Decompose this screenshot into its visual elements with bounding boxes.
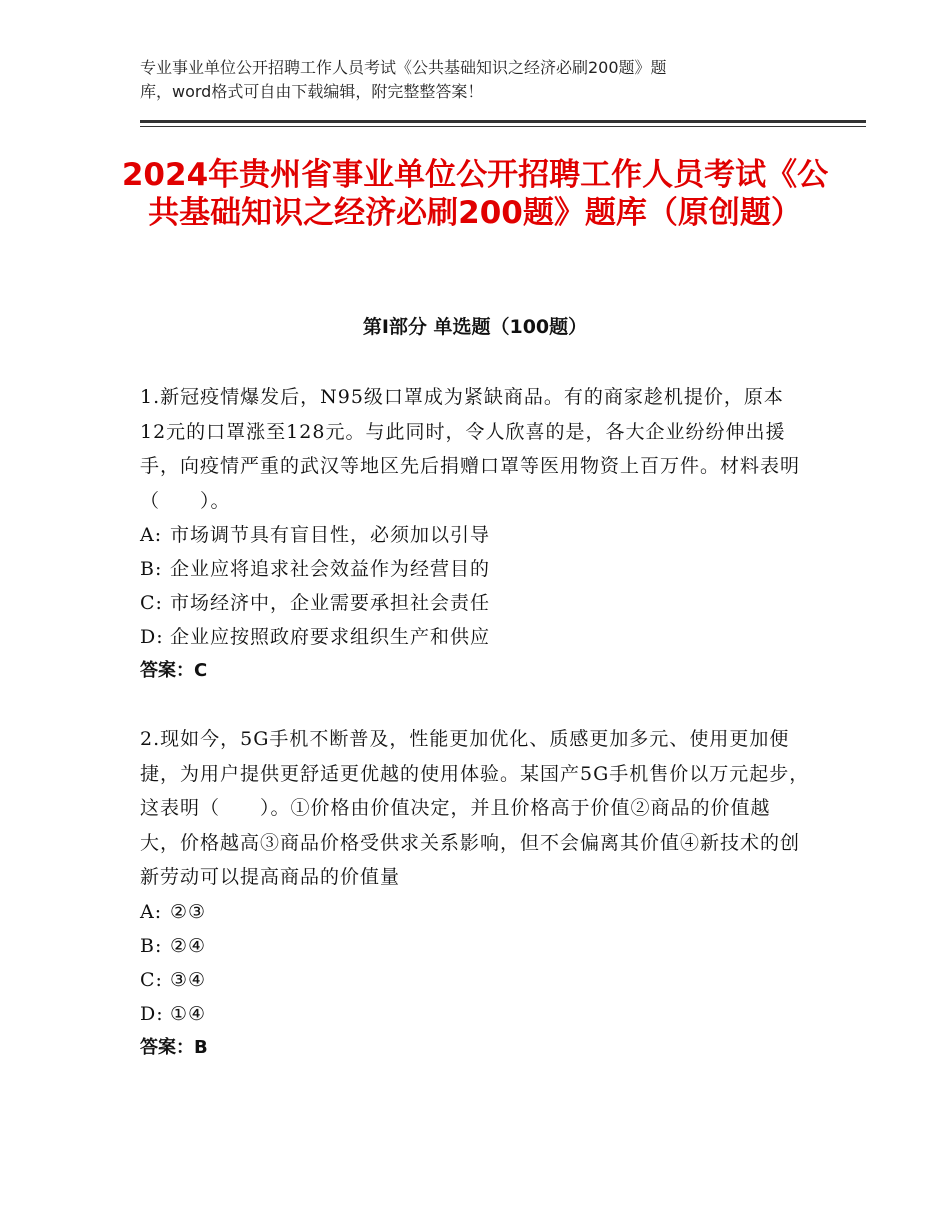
option-letter: C: [140, 592, 163, 614]
answer-line: 答案：B [140, 1036, 208, 1058]
question-1 [140, 380, 810, 688]
option-text: ②③ [170, 900, 207, 923]
document-title: 2024年贵州省事业单位公开招聘工作人员考试《公共基础知识之经济必刷200题》题库（原创题） [121, 157, 829, 231]
question-2 [140, 722, 810, 1065]
option-a [140, 518, 810, 552]
option-a [140, 895, 810, 929]
option-b [140, 929, 810, 963]
section-title: 第Ⅰ部分 单选题（100题） [362, 316, 588, 338]
option-d [140, 997, 810, 1031]
option-letter: C: [140, 968, 163, 991]
question-stem: 2.现如今，5G手机不断普及，性能更加优化、质感更加多元、使用更加便捷，为用户提供更舒适更优越的使用体验。某国产5G手机售价以万元起步，这表明（ ）。①价格由价值决定，并且价格高于价值②商品的价值越大，价格越高③商品价格受供求关系影响，但不会偏离其价值④新技术的创新劳动可以提高商品的价值量 [140, 728, 810, 888]
option-d [140, 620, 810, 654]
header-rule-thick [140, 120, 866, 123]
option-text: 市场经济中，企业需要承担社会责任 [170, 592, 491, 614]
question-stem: 1.新冠疫情爆发后，N95级口罩成为紧缺商品。有的商家趁机提价，原本12元的口罩涨至128元。与此同时，令人欣喜的是，各大企业纷纷伸出援手，向疫情严重的武汉等地区先后捐赠口罩等医用物资上百万件。材料表明（ ）。 [140, 386, 801, 512]
option-text: ②④ [170, 934, 207, 957]
option-c [140, 963, 810, 997]
option-letter: D: [140, 1002, 164, 1025]
option-letter: A: [140, 524, 163, 546]
option-text: ③④ [170, 968, 207, 991]
header-note: 专业事业单位公开招聘工作人员考试《公共基础知识之经济必刷200题》题 库，word格式可自由下载编辑，附完整整答案！ [140, 58, 667, 101]
option-letter: B: [140, 558, 163, 580]
option-text: 企业应将追求社会效益作为经营目的 [170, 558, 491, 580]
answer-line: 答案：C [140, 660, 208, 681]
header-rule-thin [140, 126, 866, 127]
option-c [140, 586, 810, 620]
option-text: 企业应按照政府要求组织生产和供应 [170, 626, 491, 648]
option-text: ①④ [170, 1002, 207, 1025]
option-b [140, 552, 810, 586]
option-letter: A: [140, 900, 163, 923]
option-letter: B: [140, 934, 163, 957]
option-letter: D: [140, 626, 164, 648]
option-text: 市场调节具有盲目性，必须加以引导 [170, 524, 491, 546]
